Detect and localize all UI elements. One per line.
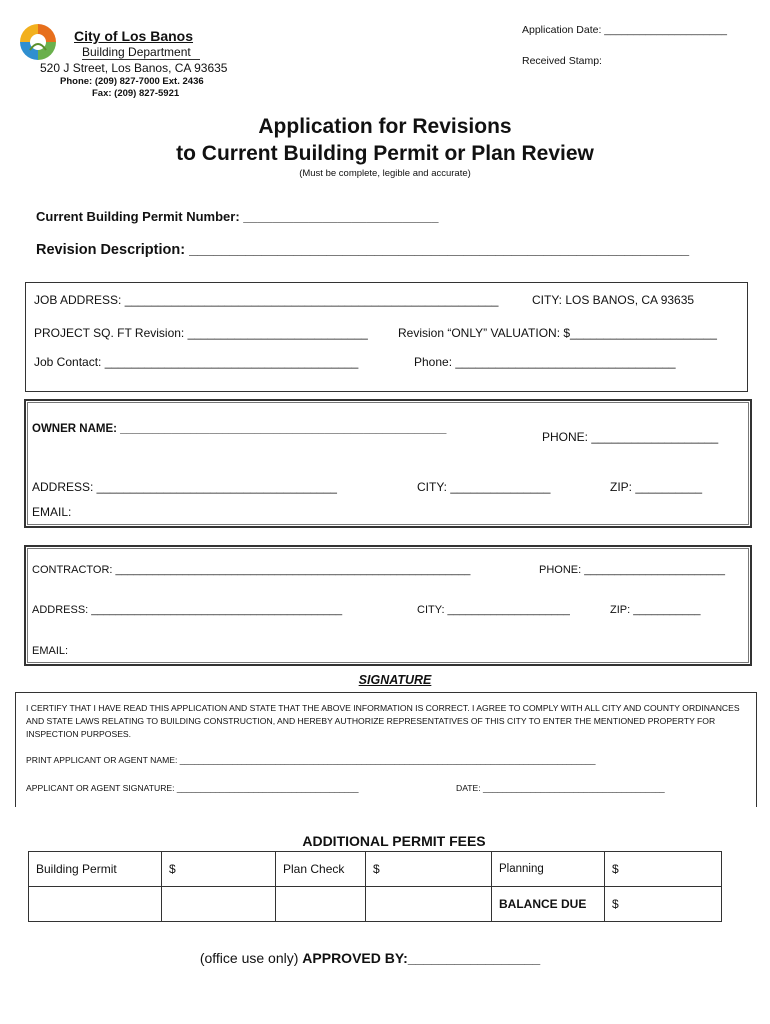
owner-phone-field[interactable]: PHONE: ___________________: [542, 430, 719, 444]
owner-address-field[interactable]: ADDRESS: ____________________________________: [32, 480, 337, 494]
agent-signature-field[interactable]: APPLICANT OR AGENT SIGNATURE: ______________________________________: [26, 783, 359, 793]
contractor-name-field[interactable]: CONTRACTOR: __________________________________________________________: [32, 564, 471, 576]
header-divider: [82, 59, 200, 60]
job-contact-field[interactable]: Job Contact: ______________________________________: [34, 355, 359, 369]
fee-label-building: Building Permit: [29, 852, 162, 887]
permit-number-field[interactable]: Current Building Permit Number: ___________________________: [36, 209, 439, 224]
contractor-email-field[interactable]: EMAIL:: [32, 645, 69, 657]
job-phone-field[interactable]: Phone: _________________________________: [414, 355, 676, 369]
revision-valuation-field[interactable]: Revision “ONLY” VALUATION: $______________________: [398, 326, 717, 340]
fee-label-plan-check: Plan Check: [276, 852, 366, 887]
table-row: [29, 852, 722, 887]
city-seal-logo-icon: [16, 20, 60, 64]
fees-table: [28, 851, 722, 922]
signature-date-field[interactable]: DATE: ______________________________________: [456, 783, 665, 793]
fees-heading: ADDITIONAL PERMIT FEES: [302, 833, 486, 849]
certification-text: I CERTIFY THAT I HAVE READ THIS APPLICATION AND STATE THAT THE ABOVE INFORMATION IS CORRECT. I AGREE TO COMPLY WITH ALL CITY AND COUNTY ORDINANCES AND STATE LAWS RELATING TO BUILDING CONSTRUCTION, AND HEREBY AUTHORIZE REPRESENTATIVES OF THIS CITY TO ENTER THE MENTIONED PROPERTY FOR INSPECTION PURPOSES.: [26, 703, 740, 739]
owner-email-field[interactable]: EMAIL:: [32, 505, 72, 519]
fee-label-planning: Planning: [492, 852, 605, 887]
contractor-phone-field[interactable]: PHONE: _______________________: [539, 564, 725, 576]
contractor-zip-field[interactable]: ZIP: ___________: [610, 604, 701, 616]
fee-amount-plan-check[interactable]: $: [366, 852, 492, 887]
received-stamp-label: Received Stamp:: [522, 55, 602, 67]
office-use-label: (office use only): [199, 950, 303, 966]
approved-by-field[interactable]: APPROVED BY:_________________: [302, 950, 541, 966]
approved-by-line: [0, 950, 740, 966]
form-title-line2: to Current Building Permit or Plan Review: [176, 142, 594, 165]
job-city-label: CITY: LOS BANOS, CA 93635: [532, 293, 695, 307]
revision-description-field[interactable]: Revision Description: ______________________________________________________________: [36, 242, 690, 258]
fee-amount-building[interactable]: $: [162, 852, 276, 887]
city-fax: Fax: (209) 827-5921: [92, 88, 180, 99]
contractor-address-field[interactable]: ADDRESS: _________________________________________: [32, 604, 343, 616]
balance-due-amount[interactable]: $: [605, 887, 722, 922]
owner-zip-field[interactable]: ZIP: __________: [610, 480, 703, 494]
owner-city-field[interactable]: CITY: _______________: [417, 480, 551, 494]
signature-heading: SIGNATURE: [358, 673, 432, 687]
city-name: City of Los Banos: [74, 28, 194, 44]
form-subtitle: (Must be complete, legible and accurate): [299, 168, 471, 179]
contractor-city-field[interactable]: CITY: ____________________: [417, 604, 570, 616]
fee-cell-empty: [29, 887, 162, 922]
fee-amount-planning[interactable]: $: [605, 852, 722, 887]
city-address: 520 J Street, Los Banos, CA 93635: [40, 61, 228, 75]
fee-cell-empty: [276, 887, 366, 922]
department-name: Building Department: [82, 45, 191, 59]
city-phone: Phone: (209) 827-7000 Ext. 2436: [60, 76, 204, 87]
owner-name-field[interactable]: OWNER NAME: ___________________________________________________: [32, 423, 447, 435]
table-row: [29, 887, 722, 922]
balance-due-label: BALANCE DUE: [492, 887, 605, 922]
print-name-field[interactable]: PRINT APPLICANT OR AGENT NAME: _______________________________________________________________________________________: [26, 755, 596, 765]
owner-info-section: [24, 399, 752, 528]
job-address-field[interactable]: JOB ADDRESS: ________________________________________________________: [34, 293, 499, 307]
fee-cell-empty: [162, 887, 276, 922]
project-sqft-field[interactable]: PROJECT SQ. FT Revision: ___________________________: [34, 326, 368, 340]
form-title-line1: Application for Revisions: [258, 115, 512, 138]
application-date-field[interactable]: Application Date: _____________________: [522, 24, 727, 36]
fee-cell-empty: [366, 887, 492, 922]
